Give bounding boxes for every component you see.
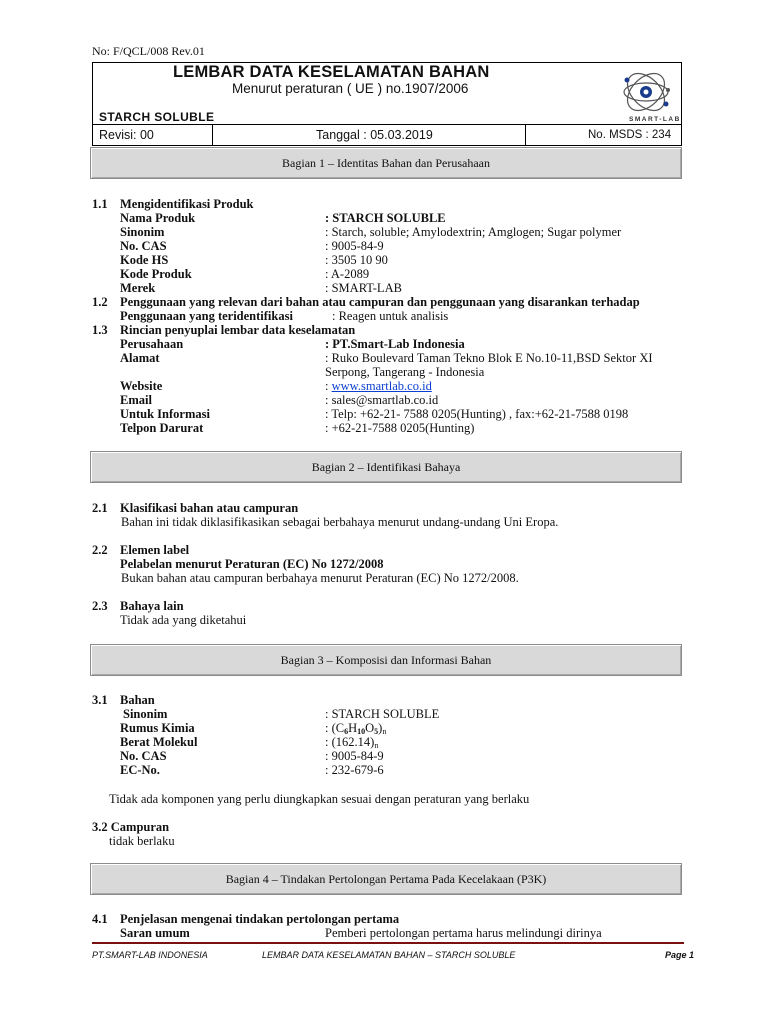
value-identified-use: : Reagen untuk analisis	[332, 309, 449, 323]
label-email: Email	[120, 393, 152, 407]
label-molecular-weight: Berat Molekul	[120, 735, 198, 749]
item-number-1-2: 1.2	[92, 295, 108, 309]
heading-labelling-regulation: Pelabelan menurut Peraturan (EC) No 1272/2008	[120, 557, 384, 571]
item-number-2-3: 2.3	[92, 599, 108, 613]
label-contact-info: Untuk Informasi	[120, 407, 210, 421]
document-number: No: F/QCL/008 Rev.01	[92, 44, 205, 58]
value-product-code: : A-2089	[325, 267, 370, 281]
revision-row	[92, 124, 682, 146]
text-other-hazards: Tidak ada yang diketahui	[120, 613, 247, 627]
item-number-2-1: 2.1	[92, 501, 108, 515]
heading-label-elements: Elemen label	[120, 543, 190, 557]
item-number-4-1: 4.1	[92, 912, 108, 926]
section-2-header: Bagian 2 – Identifikasi Bahaya	[90, 451, 682, 483]
product-name-header: STARCH SOLUBLE	[99, 110, 215, 124]
value-substance-synonym: : STARCH SOLUBLE	[325, 707, 440, 721]
text-labelling: Bukan bahan atau campuran berbahaya menurut Peraturan (EC) No 1272/2008.	[121, 571, 519, 585]
footer-document-title: LEMBAR DATA KESELAMATAN BAHAN – STARCH SOLUBLE	[262, 950, 516, 960]
value-cas: : 9005-84-9	[325, 239, 384, 253]
label-substance-cas: No. CAS	[120, 749, 167, 763]
value-product-name: : STARCH SOLUBLE	[325, 211, 446, 225]
label-chemical-formula: Rumus Kimia	[120, 721, 195, 735]
value-general-advice: Pemberi pertolongan pertama harus melindungi dirinya	[325, 926, 602, 940]
heading-first-aid: Penjelasan mengenai tindakan pertolongan pertama	[120, 912, 400, 926]
item-number-1-1: 1.1	[92, 197, 108, 211]
label-synonym: Sinonim	[120, 225, 165, 239]
value-molecular-weight: : $(162.14)_n$	[325, 735, 379, 750]
molecular-weight-number: : (162.14)	[325, 735, 375, 749]
text-mixture: tidak berlaku	[109, 834, 175, 848]
value-company: : PT.Smart-Lab Indonesia	[325, 337, 465, 351]
label-product-code: Kode Produk	[120, 267, 192, 281]
label-emergency-phone: Telpon Darurat	[120, 421, 204, 435]
section-1-header: Bagian 1 – Identitas Bahan dan Perusahaan	[90, 147, 682, 179]
section-3-header: Bagian 3 – Komposisi dan Informasi Bahan	[90, 644, 682, 676]
footer-company: PT.SMART-LAB INDONESIA	[92, 950, 208, 960]
website-colon: :	[325, 379, 332, 393]
value-website	[325, 379, 432, 394]
value-emergency-phone: : +62-21-7588 0205(Hunting)	[325, 421, 475, 435]
msds-number: No. MSDS : 234	[588, 129, 672, 141]
heading-relevant-use: Penggunaan yang relevan dari bahan atau campuran dan penggunaan yang disarankan terhadap	[120, 295, 640, 309]
heading-classification: Klasifikasi bahan atau campuran	[120, 501, 299, 515]
value-address-line-1: : Ruko Boulevard Taman Tekno Blok E No.10-11,BSD Sektor XI	[325, 351, 653, 365]
label-ec-number: EC-No.	[120, 763, 160, 777]
label-address: Alamat	[120, 351, 160, 365]
label-general-advice: Saran umum	[120, 926, 190, 940]
revision-number: Revisi: 00	[99, 128, 154, 142]
label-company: Perusahaan	[120, 337, 184, 351]
document-title: LEMBAR DATA KESELAMATAN BAHAN	[173, 63, 490, 81]
label-hs-code: Kode HS	[120, 253, 169, 267]
value-contact-info: : Telp: +62-21- 7588 0205(Hunting) , fax:+62-21-7588 0198	[325, 407, 629, 421]
heading-other-hazards: Bahaya lain	[120, 599, 184, 613]
item-number-2-2: 2.2	[92, 543, 108, 557]
heading-identify-product: Mengidentifikasi Produk	[120, 197, 254, 211]
text-classification: Bahan ini tidak diklasifikasikan sebagai berbahaya menurut undang-undang Uni Eropa.	[121, 515, 559, 529]
value-ec-number: : 232-679-6	[325, 763, 384, 777]
smart-lab-logo	[611, 64, 681, 124]
heading-supplier-details: Rincian penyuplai lembar data keselamatan	[120, 323, 356, 337]
heading-substance: Bahan	[120, 693, 155, 707]
logo-lettering: SMART-LAB	[629, 116, 681, 123]
value-synonym: : Starch, soluble; Amylodextrin; Amglogen; Sugar polymer	[325, 225, 622, 239]
value-brand: : SMART-LAB	[325, 281, 402, 295]
value-substance-cas: : 9005-84-9	[325, 749, 384, 763]
heading-mixture: 3.2 Campuran	[92, 820, 170, 834]
regulation-subtitle: Menurut peraturan ( UE ) no.1907/2006	[232, 81, 469, 96]
value-address-line-2: Serpong, Tangerang - Indonesia	[325, 365, 485, 379]
label-substance-synonym: Sinonim	[123, 707, 168, 721]
value-email: : sales@smartlab.co.id	[325, 393, 439, 407]
label-brand: Merek	[120, 281, 156, 295]
label-cas: No. CAS	[120, 239, 167, 253]
revision-date: Tanggal : 05.03.2019	[316, 128, 433, 142]
value-hs-code: : 3505 10 90	[325, 253, 388, 267]
item-number-1-3: 1.3	[92, 323, 108, 337]
footer-page-number: Page 1	[665, 950, 695, 960]
website-link[interactable]: www.smartlab.co.id	[331, 379, 432, 393]
section-4-header: Bagian 4 – Tindakan Pertolongan Pertama Pada Kecelakaan (P3K)	[90, 863, 682, 895]
item-number-3-1: 3.1	[92, 693, 108, 707]
value-chemical-formula: : $(C_6H_{10}O_5)_n$	[325, 721, 387, 736]
header-box	[92, 62, 682, 125]
label-product-name: Nama Produk	[120, 211, 196, 225]
label-website: Website	[120, 379, 163, 393]
footer-divider	[92, 942, 684, 944]
text-no-components: Tidak ada komponen yang perlu diungkapkan sesuai dengan peraturan yang berlaku	[109, 792, 530, 806]
label-identified-use: Penggunaan yang teridentifikasi	[120, 309, 293, 323]
